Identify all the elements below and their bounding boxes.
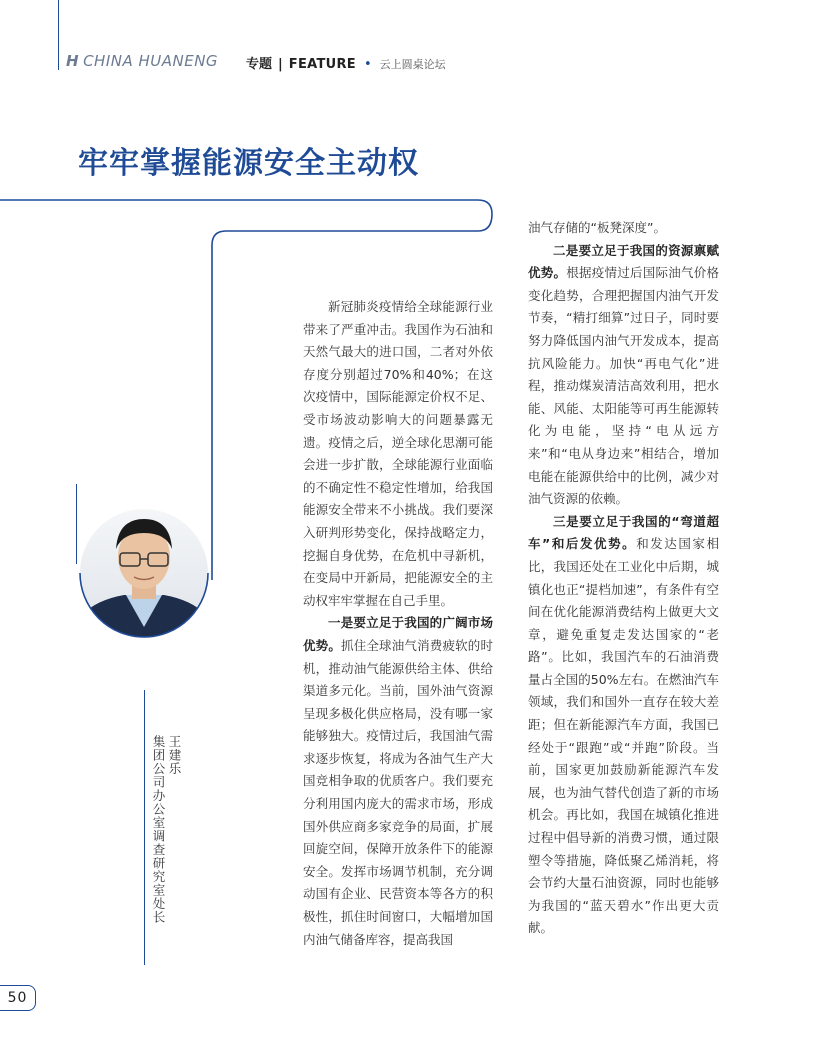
column-name: 云上圆桌论坛: [379, 58, 446, 71]
article-column-1: [303, 296, 493, 951]
section-cn: 专题: [246, 57, 273, 72]
paragraph-point-3: [528, 511, 719, 940]
author-photo: [76, 505, 212, 641]
photo-vertical-rule: [76, 484, 77, 564]
page-number: 50: [0, 985, 36, 1011]
point-3-body: 和发达国家相比，我国还处在工业化中后期，城镇化也正“提档加速”，有条件有空间在优化能源消费结构上做更大文章，避免重复走发达国家的“老路”。比如，我国汽车的石油消费量占全国的50%左右。在燃油汽车领域，我们和国外一直存在较大差距；但在新能源汽车方面，我国已经处于“跟跑”或“并跑”阶段。当前，国家更加鼓励新能源汽车发展，也为油气替代创造了新的市场机会。再比如，我国在城镇化推进过程中倡导新的消费习惯，通过限塑令等措施，降低聚乙烯消耗，将会节约大量石油资源，同时也能够为我国的“蓝天碧水”作出更大贡献。: [528, 536, 719, 936]
paragraph-point-2: [528, 240, 719, 511]
author-position: 集团公司办公室调查研究室处长: [151, 735, 166, 924]
paragraph-intro: 新冠肺炎疫情给全球能源行业带来了严重冲击。我国作为石油和天然气最大的进口国，二者对外依存度分别超过70%和40%；在这次疫情中，国际能源定价权不足、受市场波动影响大的问题暴露无遗。疫情之后，逆全球化思潮可能会进一步扩散，全球能源行业面临的不确定性不稳定性增加，给我国能源安全带来不小挑战。我们要深入研判形势变化，保持战略定力，挖掘自身优势，在危机中寻新机，在变局中开新局，把能源安全的主动权牢牢掌握在自己手里。: [303, 299, 493, 608]
article-column-2: [528, 217, 719, 940]
paragraph-point-1: [303, 612, 493, 951]
bullet-icon: •: [364, 57, 372, 72]
point-1-heading: 一是要立足于我国的广阔市场优势。: [303, 615, 493, 653]
section-separator: |: [278, 57, 283, 72]
point-1-body: 抓住全球油气消费疲软的时机，推动油气能源供给主体、供给渠道多元化。当前，国外油气资源呈现多极化供应格局，没有哪一家能够独大。疫情过后，我国油气需求逐步恢复，将成为各油气生产大国竞相争取的优质客户。我们要充分利用国内庞大的需求市场，形成国外供应商多家竞争的局面，扩展回旋空间，保障开放条件下的能源安全。发挥市场调节机制，充分调动国有企业、民营资本等各方的积极性，抓住时间窗口，大幅增加国内油气储备库容，提高我国: [303, 637, 493, 947]
section-en: FEATURE: [288, 57, 356, 72]
author-caption: [150, 735, 182, 924]
caption-vertical-rule: [144, 690, 145, 965]
author-name: 王建乐: [167, 735, 182, 776]
logo-text: CHINA HUANENG: [83, 52, 219, 70]
point-3-heading: 三是要立足于我国的“弯道超车”和后发优势。: [528, 513, 719, 552]
point-2-heading: 二是要立足于我国的资源禀赋优势。: [528, 242, 719, 281]
huaneng-logo-icon: H: [66, 52, 80, 70]
article-title: 牢牢掌握能源安全主动权: [78, 146, 419, 181]
point-2-body: 根据疫情过后国际油气价格变化趋势，合理把握国内油气开发节奏，“精打细算”过日子，同时要努力降低国内油气开发成本，提高抗风险能力。加快“再电气化”进程，推动煤炭清洁高效利用，把水能、风能、太阳能等可再生能源转化为电能，坚持“电从远方来”和“电从身边来”相结合，增加电能在能源供给中的比例，减少对油气资源的依赖。: [528, 265, 719, 507]
paragraph-continued: 油气存储的“板凳深度”。: [528, 220, 666, 235]
